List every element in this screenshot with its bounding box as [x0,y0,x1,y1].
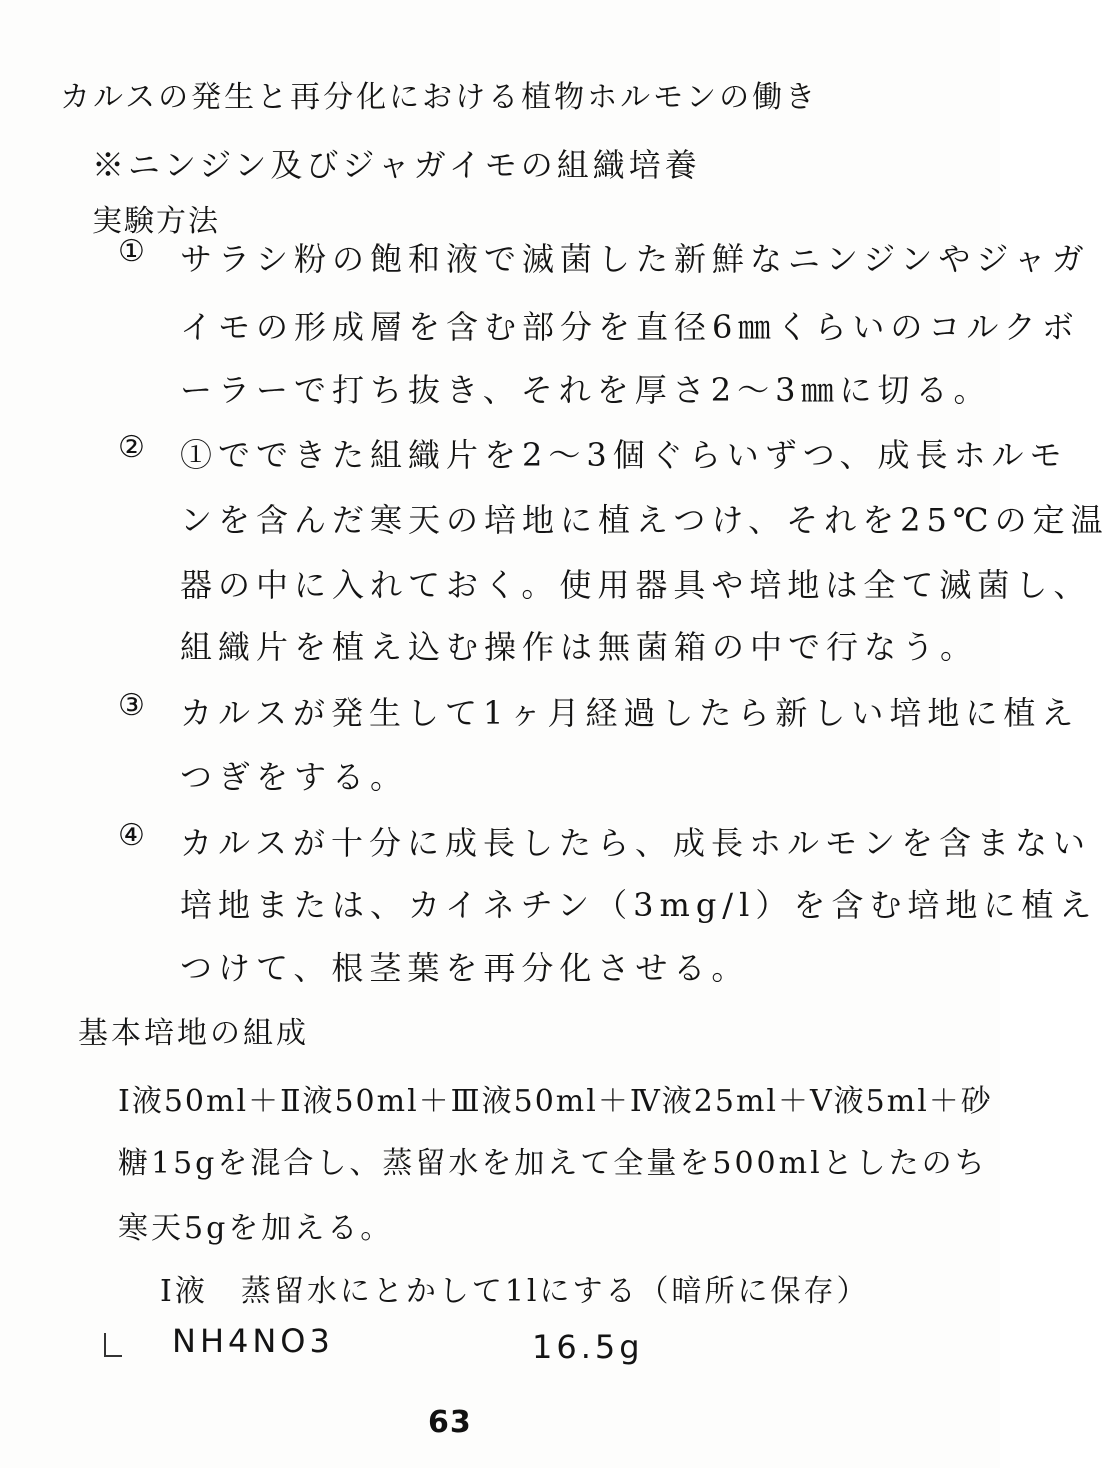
page-number: 63 [428,1405,472,1440]
chemical-amount: 16.5g [532,1328,644,1366]
step-number: ③ [118,688,145,723]
step-number: ① [118,234,145,269]
chemical-name: NH4NO3 [172,1322,334,1360]
step-number: ② [118,430,145,465]
step-line: カルスが発生して1ヶ月経過したら新しい培地に植え [180,694,1080,732]
step-line: ーラーで打ち抜き、それを厚さ2〜3㎜に切る。 [180,371,992,409]
step-number: ④ [118,818,145,853]
step-line: ンを含んだ寒天の培地に植えつけ、それを25℃の定温 [180,501,1109,539]
step-line: カルスが十分に成長したら、成長ホルモンを含まない [180,824,1092,862]
step-line: 器の中に入れておく。使用器具や培地は全て滅菌し、 [180,566,1092,604]
page-subtitle: ※ニンジン及びジャガイモの組織培養 [92,146,701,184]
step-line: 培地または、カイネチン（3mg/l）を含む培地に植え [180,886,1098,924]
step-line: ①でできた組織片を2〜3個ぐらいずつ、成長ホルモ [180,436,1068,474]
medium-line: Ⅰ液50ml＋Ⅱ液50ml＋Ⅲ液50ml＋Ⅳ液25ml＋Ⅴ液5ml＋砂 [118,1084,993,1119]
step-line: つけて、根茎葉を再分化させる。 [180,949,750,987]
bracket-mark [104,1333,122,1357]
step-line: 組織片を植え込む操作は無菌箱の中で行なう。 [180,628,979,666]
page-title: カルスの発生と再分化における植物ホルモンの働き [60,80,819,115]
medium-line: 寒天5gを加える。 [118,1211,394,1246]
step-line: サラシ粉の飽和液で滅菌した新鮮なニンジンやジャガ [180,240,1090,278]
step-line: つぎをする。 [180,758,409,796]
section-heading-medium: 基本培地の組成 [78,1016,309,1051]
solution-note: Ⅰ液 蒸留水にとかして1lにする（暗所に保存） [160,1274,870,1309]
step-line: イモの形成層を含む部分を直径6㎜くらいのコルクボ [180,308,1080,346]
section-heading-method: 実験方法 [92,204,220,239]
medium-line: 糖15gを混合し、蒸留水を加えて全量を500mlとしたのち [118,1146,988,1181]
